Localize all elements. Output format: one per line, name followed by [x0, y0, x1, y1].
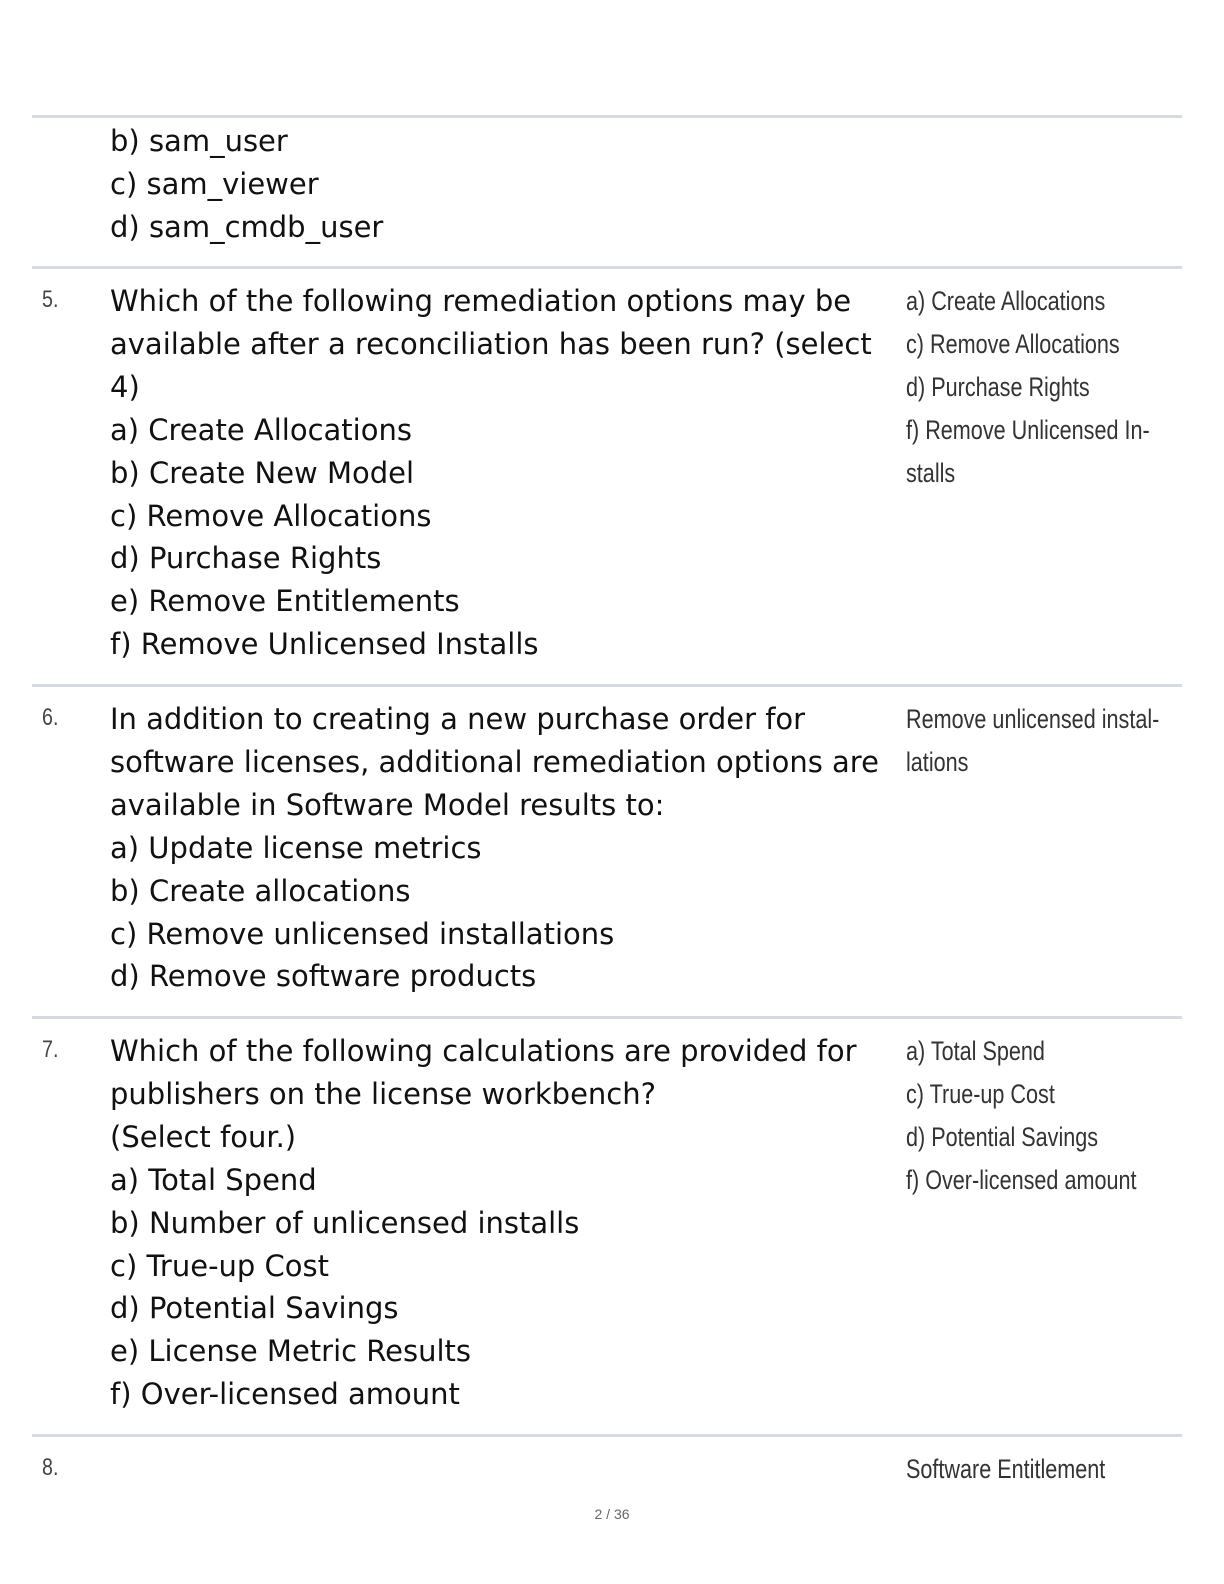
continued-question-options	[110, 120, 900, 249]
option-text: d) Remove software products	[110, 959, 537, 994]
question-8-answer	[906, 1448, 1176, 1491]
row-divider	[32, 115, 1182, 118]
question-6-answer	[906, 698, 1176, 784]
option-text: b) Create New Model	[110, 455, 415, 490]
question-number: 7.	[42, 1036, 59, 1063]
question-number: 6.	[42, 704, 59, 731]
question-text: software licenses, additional remediation options are	[110, 744, 879, 779]
answer-text: f) Remove Unlicensed In-	[906, 414, 1150, 445]
option-text: c) Remove unlicensed installations	[110, 916, 615, 951]
answer-text: Remove unlicensed instal-	[906, 704, 1160, 734]
option-text: d) sam_cmdb_user	[110, 209, 384, 244]
row-divider	[32, 1434, 1182, 1437]
option-text: e) Remove Entitlements	[110, 584, 460, 619]
option-text: d) Purchase Rights	[110, 541, 382, 576]
answer-text: lations	[906, 746, 969, 777]
question-6-block	[110, 698, 900, 998]
row-divider	[32, 1016, 1182, 1019]
option-text: e) License Metric Results	[110, 1334, 472, 1369]
option-text: b) Create allocations	[110, 873, 411, 908]
row-divider	[32, 266, 1182, 269]
answer-text: a) Create Allocations	[906, 286, 1106, 316]
question-5-block	[110, 280, 900, 666]
option-text: a) Total Spend	[110, 1162, 317, 1197]
option-text: c) sam_viewer	[110, 166, 319, 201]
answer-text: d) Purchase Rights	[906, 371, 1090, 402]
option-text: a) Create Allocations	[110, 412, 412, 447]
question-text: In addition to creating a new purchase order for	[110, 702, 806, 736]
question-7-answer	[906, 1030, 1176, 1202]
option-text: c) Remove Allocations	[110, 498, 432, 533]
option-text: f) Over-licensed amount	[110, 1377, 460, 1412]
answer-text: stalls	[906, 457, 956, 488]
answer-text: a) Total Spend	[906, 1036, 1045, 1066]
option-text: b) Number of unlicensed installs	[110, 1205, 580, 1240]
question-text: 4)	[110, 369, 140, 404]
option-text: b) sam_user	[110, 124, 288, 158]
answer-text: c) Remove Allocations	[906, 328, 1120, 359]
answer-text: Software Entitlement	[906, 1454, 1106, 1484]
question-text: (Select four.)	[110, 1119, 297, 1154]
answer-text: d) Potential Savings	[906, 1121, 1099, 1152]
question-text: Which of the following calculations are provided for	[110, 1034, 857, 1068]
option-text: a) Update license metrics	[110, 830, 482, 865]
question-text: available in Software Model results to:	[110, 787, 665, 822]
question-number: 8.	[42, 1454, 59, 1481]
question-text: Which of the following remediation options may be	[110, 284, 852, 318]
option-text: d) Potential Savings	[110, 1291, 399, 1326]
question-text: available after a reconciliation has been run? (select	[110, 326, 872, 361]
option-text: c) True-up Cost	[110, 1248, 330, 1283]
question-7-block	[110, 1030, 900, 1416]
question-number: 5.	[42, 286, 59, 313]
row-divider	[32, 684, 1182, 687]
page-indicator: 2 / 36	[594, 1506, 630, 1522]
question-text: publishers on the license workbench?	[110, 1076, 657, 1111]
option-text: f) Remove Unlicensed Installs	[110, 627, 539, 662]
question-5-answer	[906, 280, 1176, 495]
answer-text: c) True-up Cost	[906, 1078, 1055, 1109]
answer-text: f) Over-licensed amount	[906, 1164, 1137, 1195]
